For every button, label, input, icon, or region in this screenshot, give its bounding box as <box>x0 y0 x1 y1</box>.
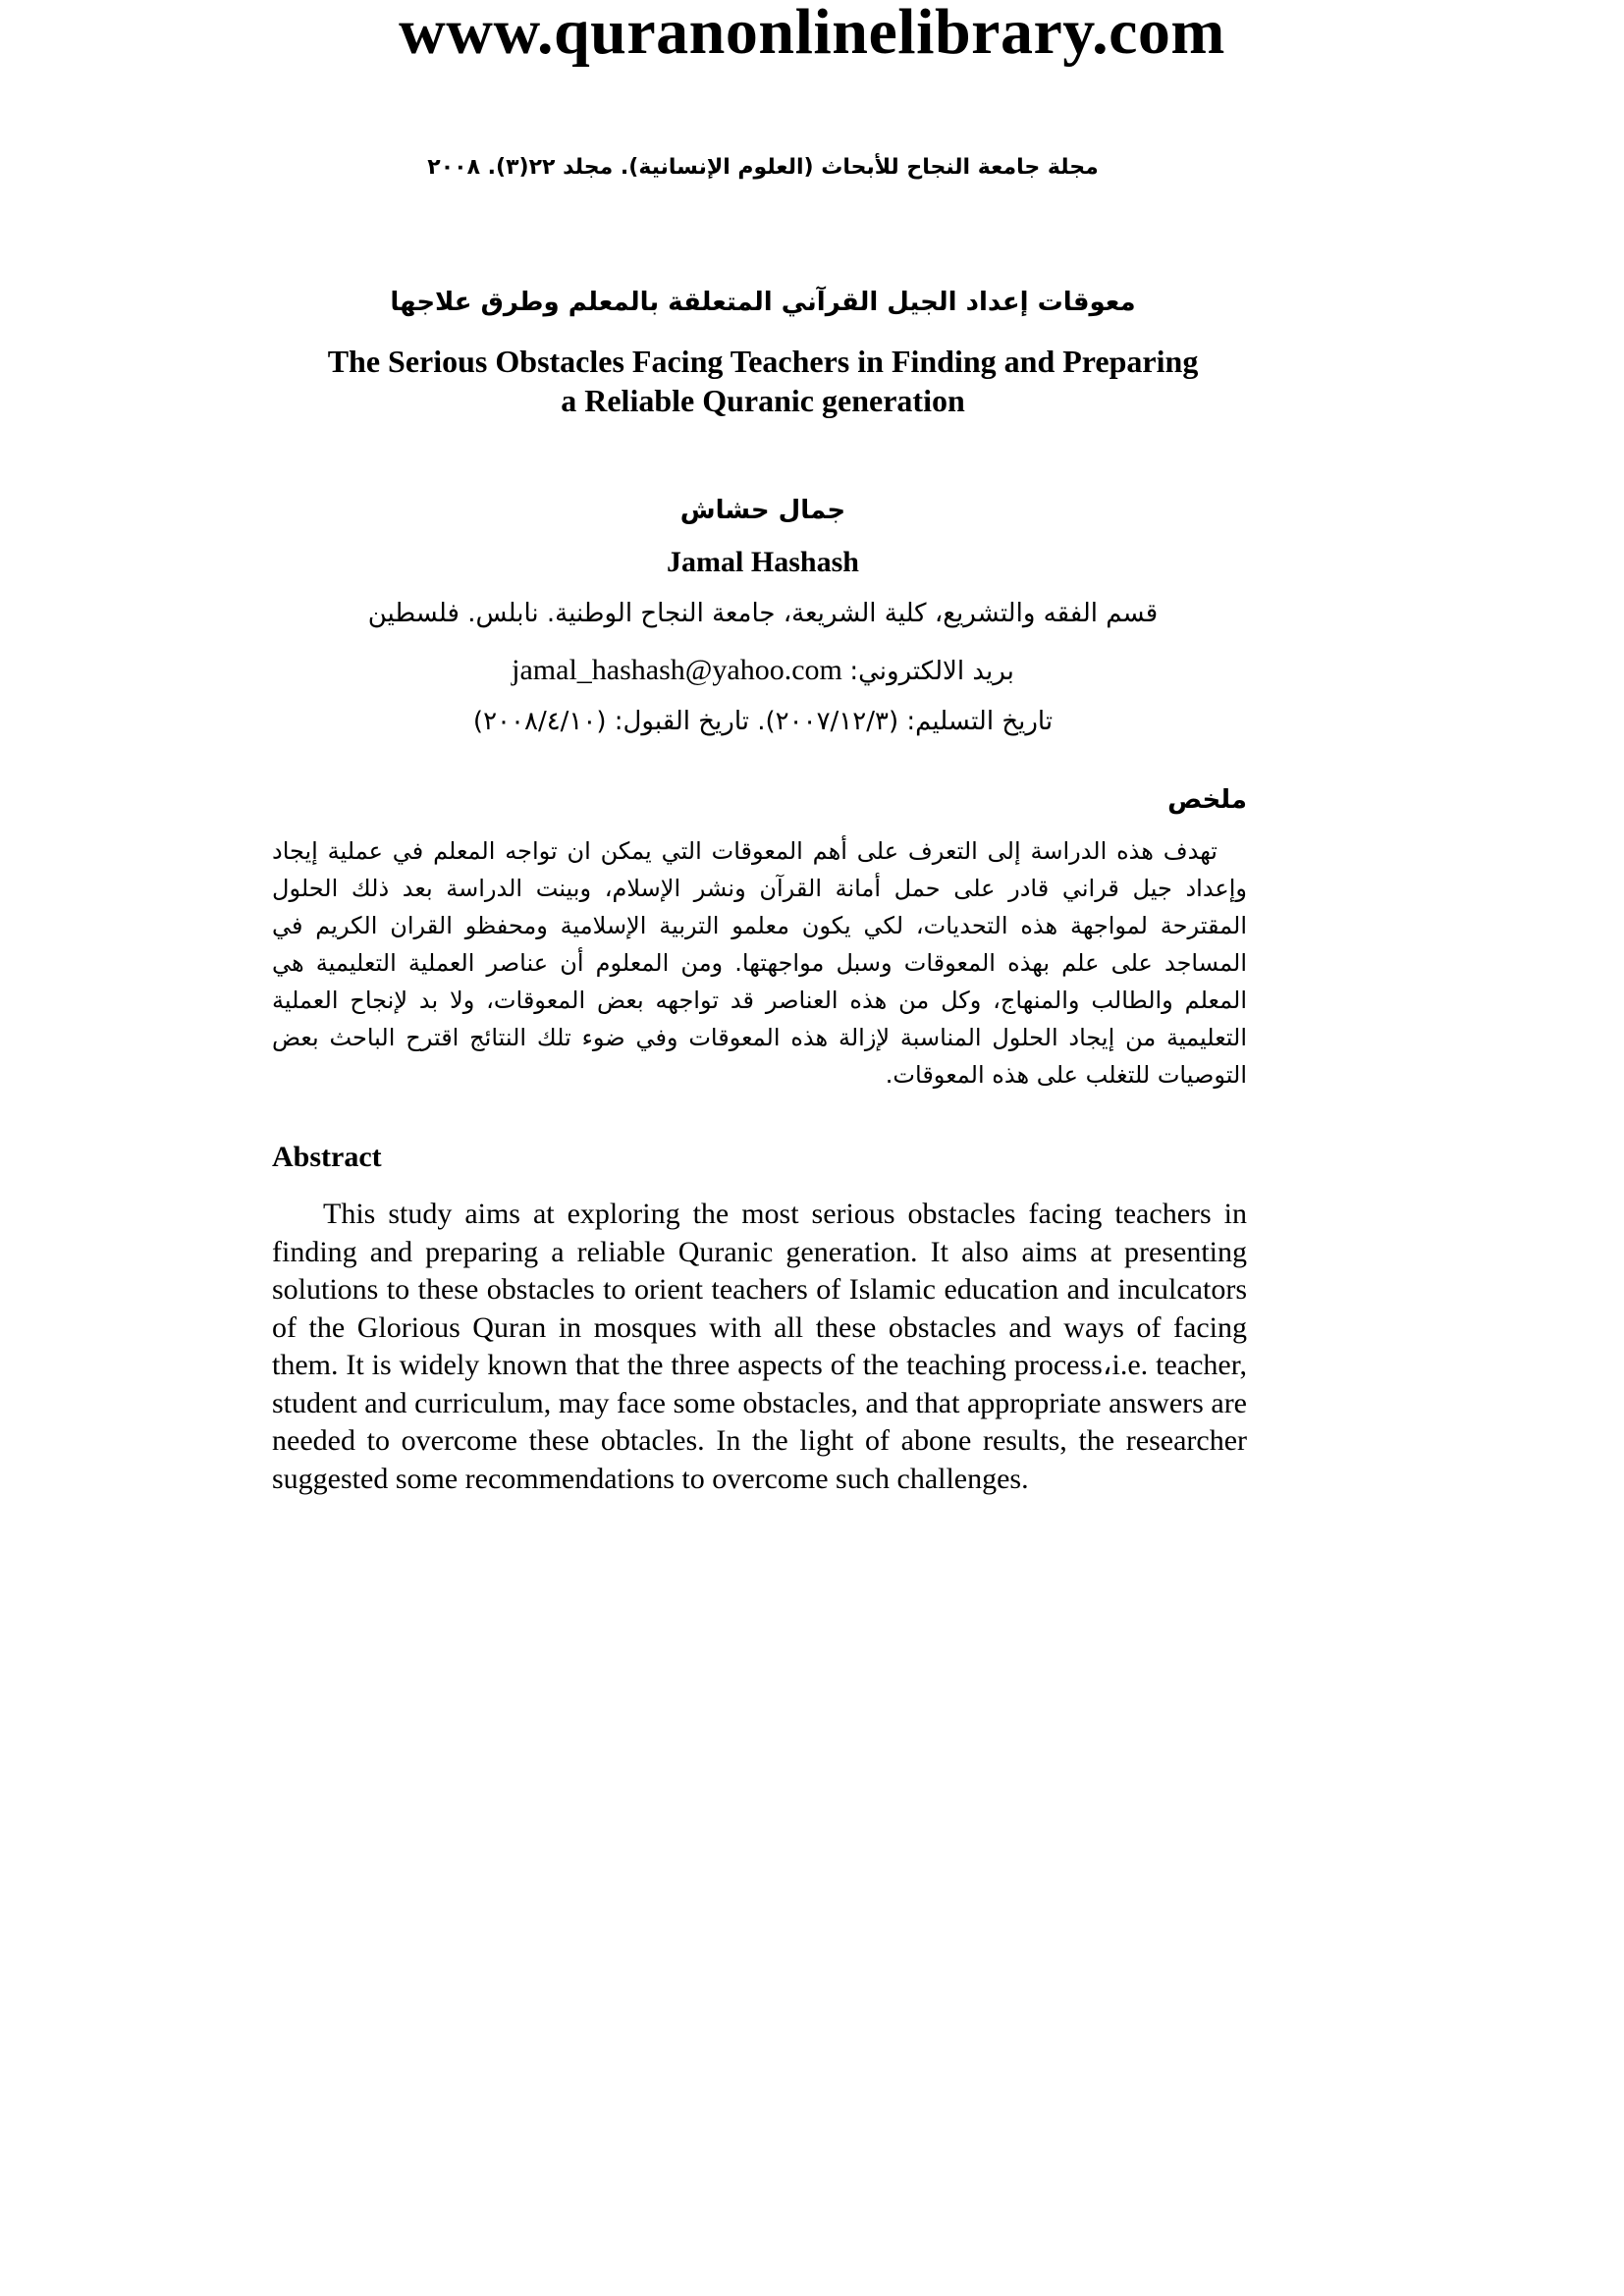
arabic-abstract-text: تهدف هذه الدراسة إلى التعرف على أهم المعوقات التي يمكن ان تواجه المعلم في عملية إيجاد وإعداد جيل قراني قادر على حمل أمانة القرآن ونشر الإسلام، وبينت الدراسة بعد ذلك الحلول المقترحة لمواجهة هذه التحديات، لكي يكون معلمو التربية الإسلامية ومحفظو القران الكريم في المساجد على علم بهذه المعوقات وسبل مواجهتها. ومن المعلوم أن عناصر العملية التعليمية هي المعلم والطالب والمنهاج، وكل من هذه العناصر قد تواجهه بعض المعوقات، ولا بد لإنجاح العملية التعليمية من إيجاد الحلول المناسبة لإزالة هذه المعوقات وفي ضوء تلك النتائج اقترح الباحث بعض التوصيات للتغلب على هذه المعوقات. <box>272 837 1247 1089</box>
english-title-line-2: a Reliable Quranic generation <box>561 383 965 418</box>
arabic-title: معوقات إعداد الجيل القرآني المتعلقة بالمعلم وطرق علاجها <box>390 288 1136 317</box>
author-name-arabic: جمال حشاش <box>679 496 846 525</box>
english-abstract-heading: Abstract <box>272 1141 382 1173</box>
email-address[interactable]: jamal_hashash@yahoo.com <box>512 654 842 686</box>
journal-citation: مجلة جامعة النجاح للأبحاث (العلوم الإنسانية). مجلد ٢٢(٣). ٢٠٠٨ <box>427 155 1099 180</box>
english-abstract-text: This study aims at exploring the most serious obstacles facing teachers in finding and preparing a reliable Quranic generation. It also aims at presenting solutions to these obstacles to orient teachers of Islamic education and inculcators of the Glorious Quran in mosques with all these obstacles and ways of facing them. It is widely known that the three aspects of the teaching process،i.e. teacher, student and curriculum, may face some obstacles, and that appropriate answers are needed to overcome these obtacles. In the light of abone results, the researcher suggested some recommendations to overcome such challenges. <box>272 1198 1247 1495</box>
watermark-url: www.quranonlinelibrary.com <box>399 0 1225 68</box>
submission-dates: تاريخ التسليم: (٢٠٠٧/١٢/٣). تاريخ القبول: (٢٠٠٨/٤/١٠) <box>472 707 1054 736</box>
email-line <box>272 654 1254 687</box>
arabic-abstract-heading: ملخص <box>1167 785 1247 815</box>
english-title-line-1: The Serious Obstacles Facing Teachers in Finding and Preparing <box>327 344 1199 379</box>
author-name-english: Jamal Hashash <box>667 546 859 578</box>
english-title <box>272 342 1254 420</box>
email-label: بريد الالكتروني: <box>849 657 1014 686</box>
author-affiliation: قسم الفقه والتشريع، كلية الشريعة، جامعة النجاح الوطنية. نابلس. فلسطين <box>367 599 1159 628</box>
